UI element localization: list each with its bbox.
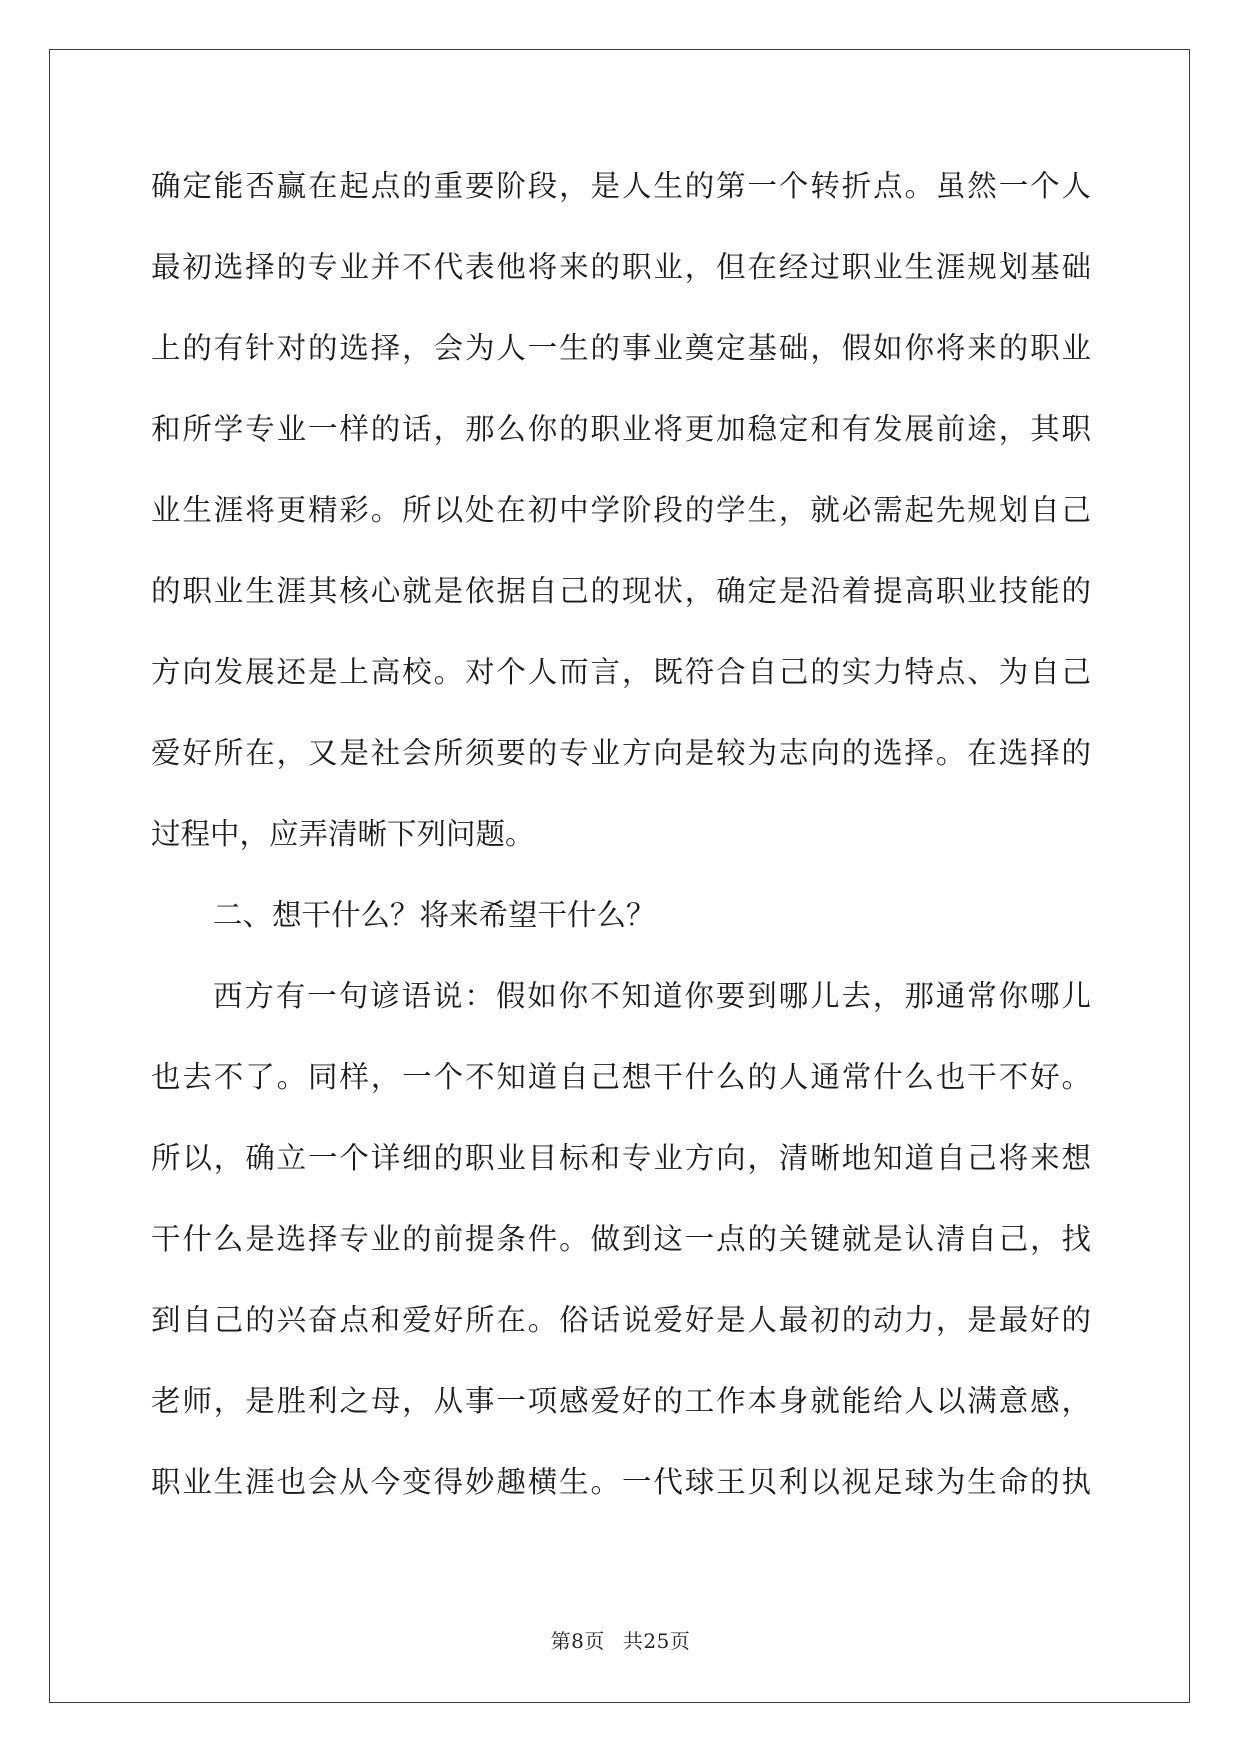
paragraph-line: 的职业生涯其核心就是依据自己的现状，确定是沿着提高职业技能的 <box>151 574 1091 608</box>
paragraph-line: 方向发展还是上高校。对个人而言，既符合自己的实力特点、为自己 <box>151 655 1091 689</box>
paragraph-line: 职业生涯也会从今变得妙趣横生。一代球王贝利以视足球为生命的执 <box>151 1465 1091 1499</box>
paragraph-line: 西方有一句谚语说：假如你不知道你要到哪儿去，那通常你哪儿 <box>213 979 1091 1013</box>
paragraph-line: 上的有针对的选择，会为人一生的事业奠定基础，假如你将来的职业 <box>151 331 1091 365</box>
paragraph-line: 老师，是胜利之母，从事一项感爱好的工作本身就能给人以满意感， <box>151 1384 1091 1418</box>
paragraph-line: 也去不了。同样，一个不知道自己想干什么的人通常什么也干不好。 <box>151 1060 1091 1094</box>
paragraph-line: 干什么是选择专业的前提条件。做到这一点的关键就是认清自己，找 <box>151 1222 1091 1256</box>
page-total: 共25页 <box>622 1629 691 1653</box>
paragraph-line: 爱好所在，又是社会所须要的专业方向是较为志向的选择。在选择的 <box>151 736 1091 770</box>
paragraph-line: 所以，确立一个详细的职业目标和专业方向，清晰地知道自己将来想 <box>151 1141 1091 1175</box>
paragraph-line: 过程中，应弄清晰下列问题。 <box>151 817 535 851</box>
paragraph-line: 业生涯将更精彩。所以处在初中学阶段的学生，就必需起先规划自己 <box>151 493 1091 527</box>
page-footer <box>0 1625 1241 1654</box>
page-number: 第8页 <box>550 1629 605 1653</box>
paragraph-line: 最初选择的专业并不代表他将来的职业，但在经过职业生涯规划基础 <box>151 250 1091 284</box>
paragraph-line: 和所学专业一样的话，那么你的职业将更加稳定和有发展前途，其职 <box>151 412 1091 446</box>
document-body <box>151 158 1091 1535</box>
paragraph-line: 到自己的兴奋点和爱好所在。俗话说爱好是人最初的动力，是最好的 <box>151 1303 1091 1337</box>
paragraph-line: 确定能否赢在起点的重要阶段，是人生的第一个转折点。虽然一个人 <box>151 169 1091 203</box>
section-heading: 二、想干什么？将来希望干什么？ <box>213 898 656 932</box>
